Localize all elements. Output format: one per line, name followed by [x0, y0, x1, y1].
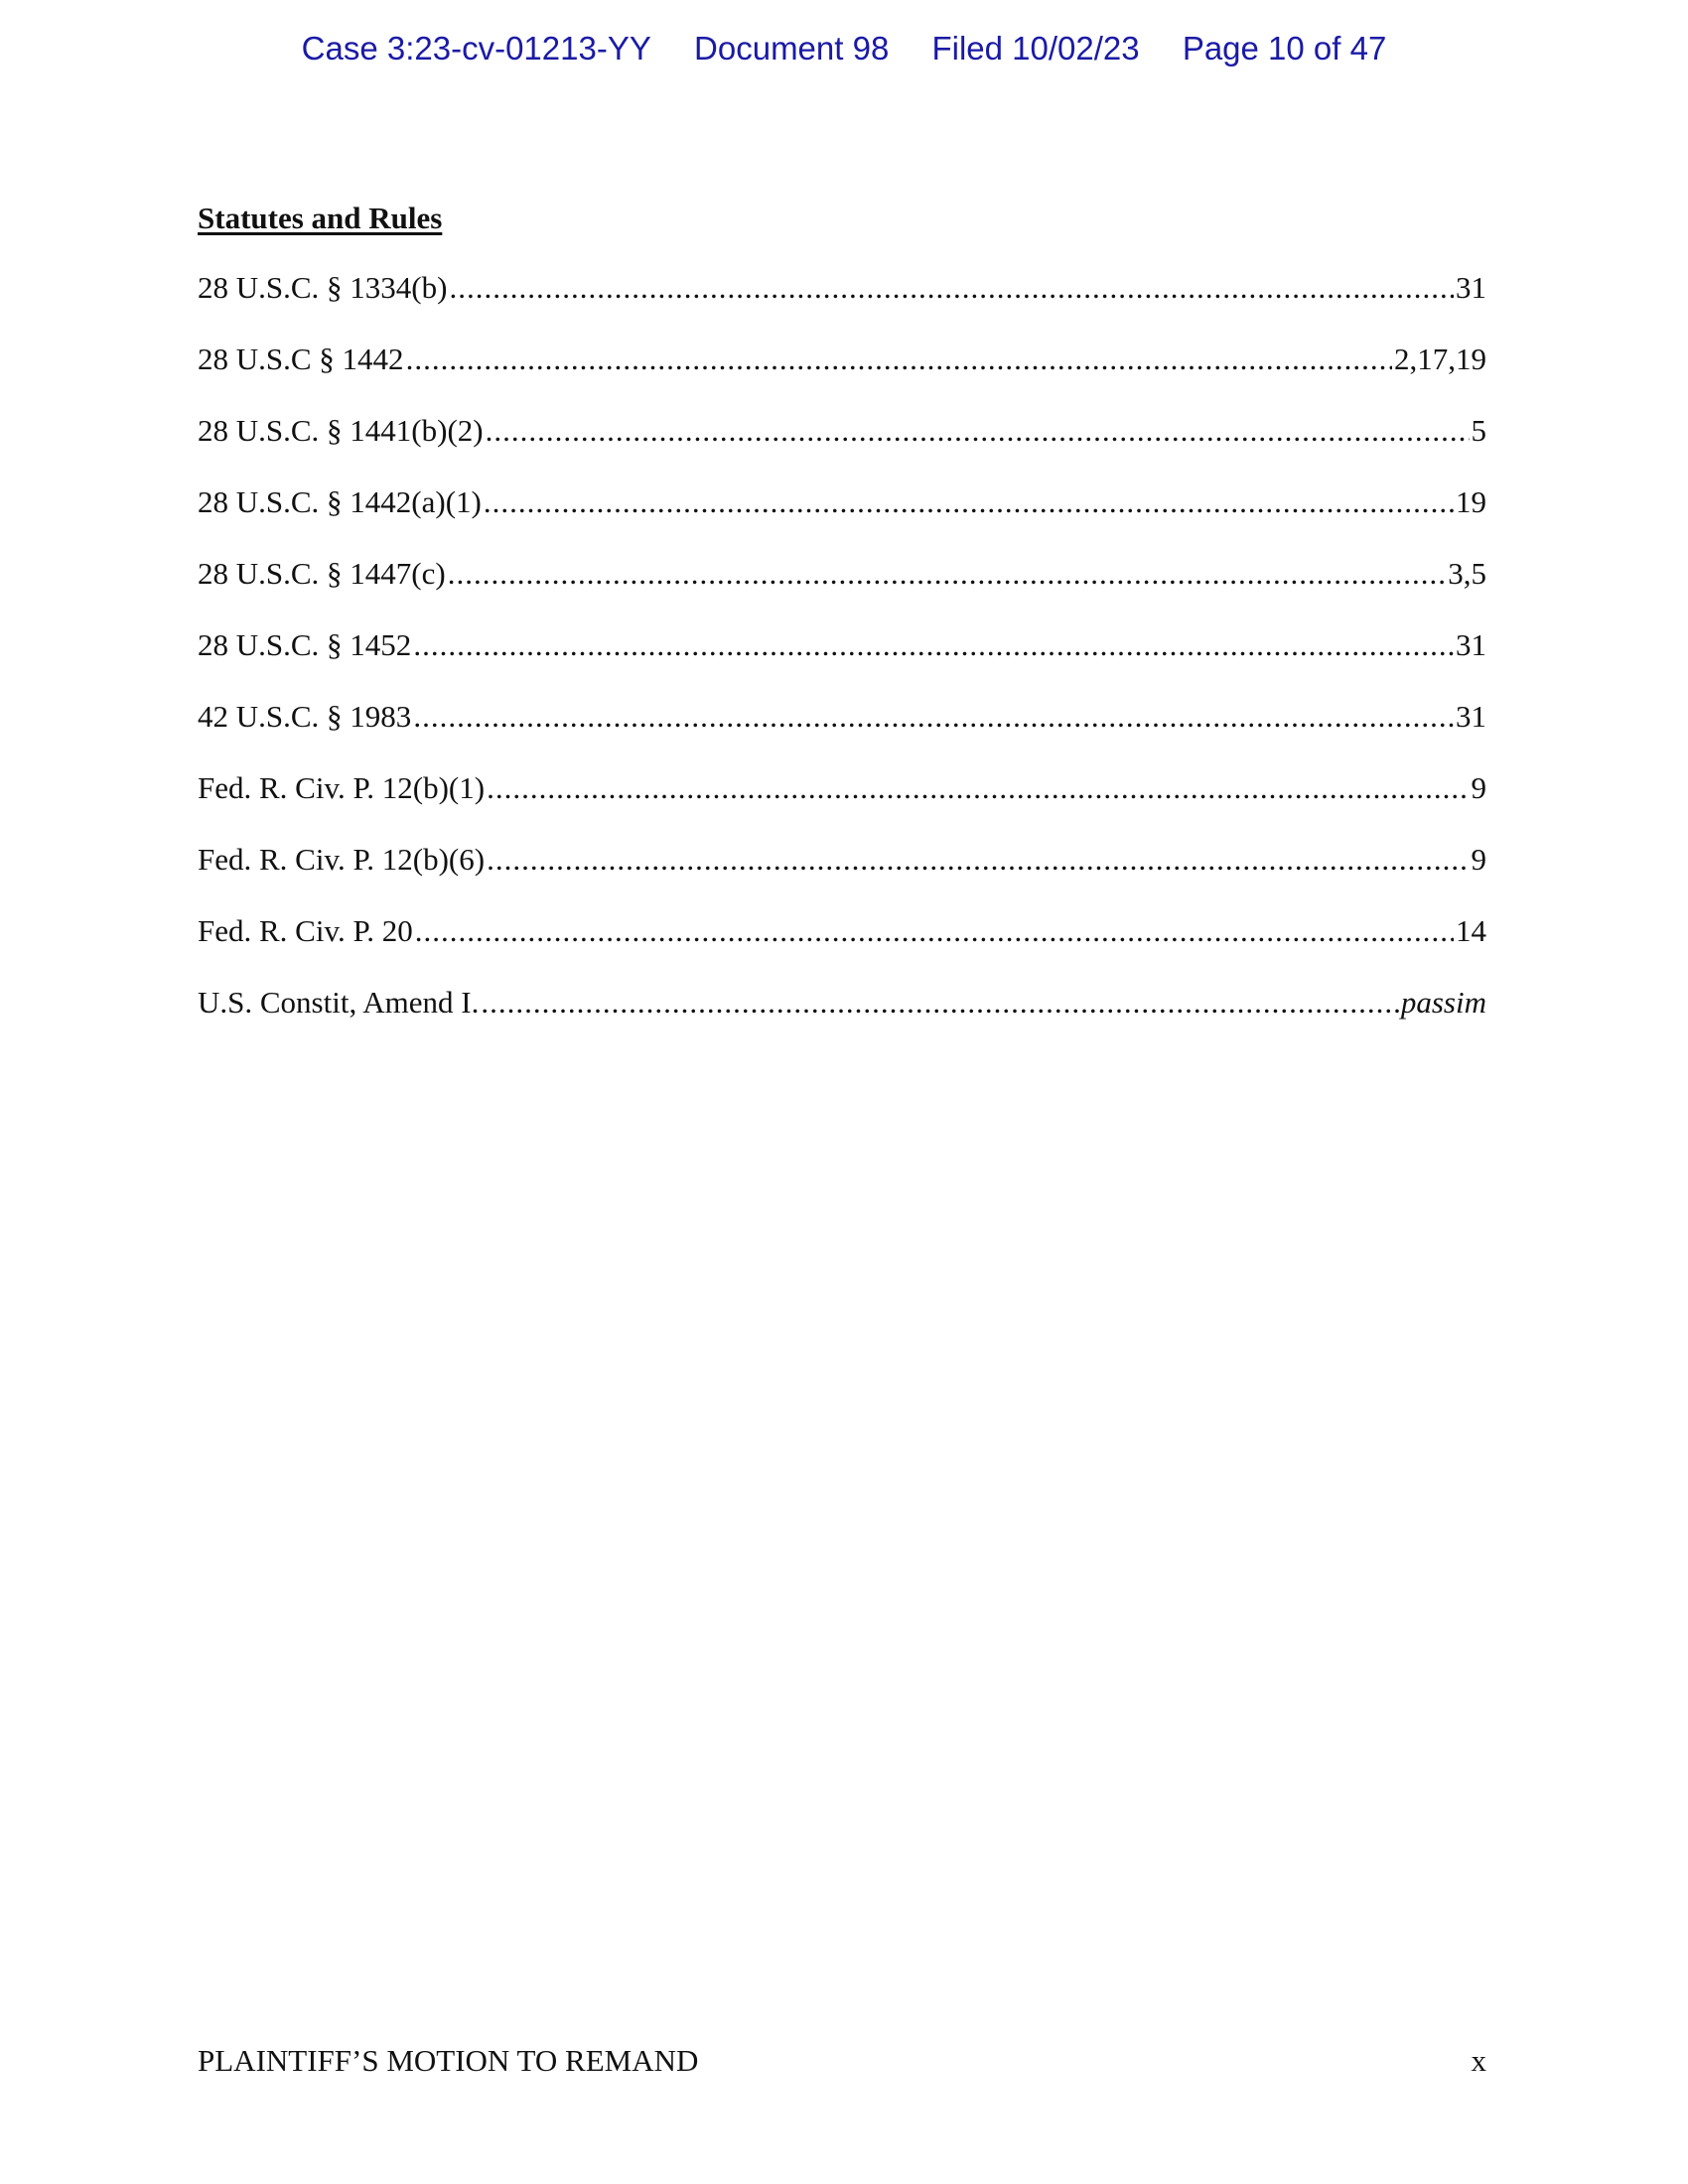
- toc-entry: [198, 619, 1486, 691]
- toc-entry: [198, 762, 1486, 834]
- dot-leader: [448, 548, 1447, 599]
- toc-entry: [198, 977, 1486, 1048]
- toc-pages: 9: [1471, 770, 1486, 805]
- dot-leader: [481, 977, 1399, 1027]
- dot-leader: [415, 905, 1454, 956]
- toc-pages: 19: [1456, 484, 1486, 519]
- footer-title: PLAINTIFF’S MOTION TO REMAND: [198, 2043, 699, 2078]
- toc-pages: 31: [1456, 270, 1486, 305]
- toc-entry: [198, 262, 1486, 334]
- toc-list: [198, 262, 1486, 1048]
- toc-citation: U.S. Constit, Amend I.: [198, 985, 480, 1020]
- footer-page-number: x: [1471, 2043, 1486, 2078]
- toc-citation: Fed. R. Civ. P. 12(b)(1): [198, 770, 486, 805]
- toc-citation: 28 U.S.C. § 1447(c): [198, 556, 446, 591]
- toc-citation: 28 U.S.C. § 1452: [198, 627, 412, 662]
- toc-entry: [198, 548, 1486, 619]
- dot-leader: [406, 334, 1392, 384]
- toc-citation: 28 U.S.C. § 1441(b)(2): [198, 413, 484, 448]
- dot-leader: [449, 262, 1454, 313]
- toc-pages: 9: [1471, 842, 1486, 877]
- page-indicator: Page 10 of 47: [1182, 30, 1387, 67]
- toc-pages: 3,5: [1448, 556, 1486, 591]
- toc-pages: 14: [1456, 913, 1486, 948]
- toc-entry: [198, 405, 1486, 477]
- toc-pages: 5: [1471, 413, 1486, 448]
- filed-date: Filed 10/02/23: [931, 30, 1140, 67]
- toc-citation: 28 U.S.C. § 1334(b): [198, 270, 448, 305]
- toc-entry: [198, 905, 1486, 977]
- document-number: Document 98: [694, 30, 890, 67]
- ecf-header-stamp: [0, 30, 1688, 68]
- dot-leader: [487, 762, 1469, 813]
- toc-pages: passim: [1400, 985, 1486, 1020]
- toc-citation: Fed. R. Civ. P. 20: [198, 913, 413, 948]
- dot-leader: [413, 691, 1454, 742]
- case-number: Case 3:23-cv-01213-YY: [301, 30, 651, 67]
- table-of-authorities: [198, 195, 1486, 1048]
- dot-leader: [413, 619, 1454, 670]
- toc-entry: [198, 477, 1486, 548]
- toc-entry: [198, 334, 1486, 405]
- section-heading: Statutes and Rules: [198, 201, 443, 235]
- toc-citation: 28 U.S.C. § 1442(a)(1): [198, 484, 482, 519]
- toc-entry: [198, 834, 1486, 905]
- dot-leader: [486, 405, 1470, 456]
- toc-citation: 28 U.S.C § 1442: [198, 341, 404, 376]
- dot-leader: [487, 834, 1469, 885]
- toc-pages: 2,17,19: [1394, 341, 1486, 376]
- toc-citation: Fed. R. Civ. P. 12(b)(6): [198, 842, 486, 877]
- toc-citation: 42 U.S.C. § 1983: [198, 699, 412, 734]
- toc-pages: 31: [1456, 627, 1486, 662]
- page-footer: [198, 2043, 1486, 2079]
- toc-pages: 31: [1456, 699, 1486, 734]
- dot-leader: [484, 477, 1454, 527]
- toc-entry: [198, 691, 1486, 762]
